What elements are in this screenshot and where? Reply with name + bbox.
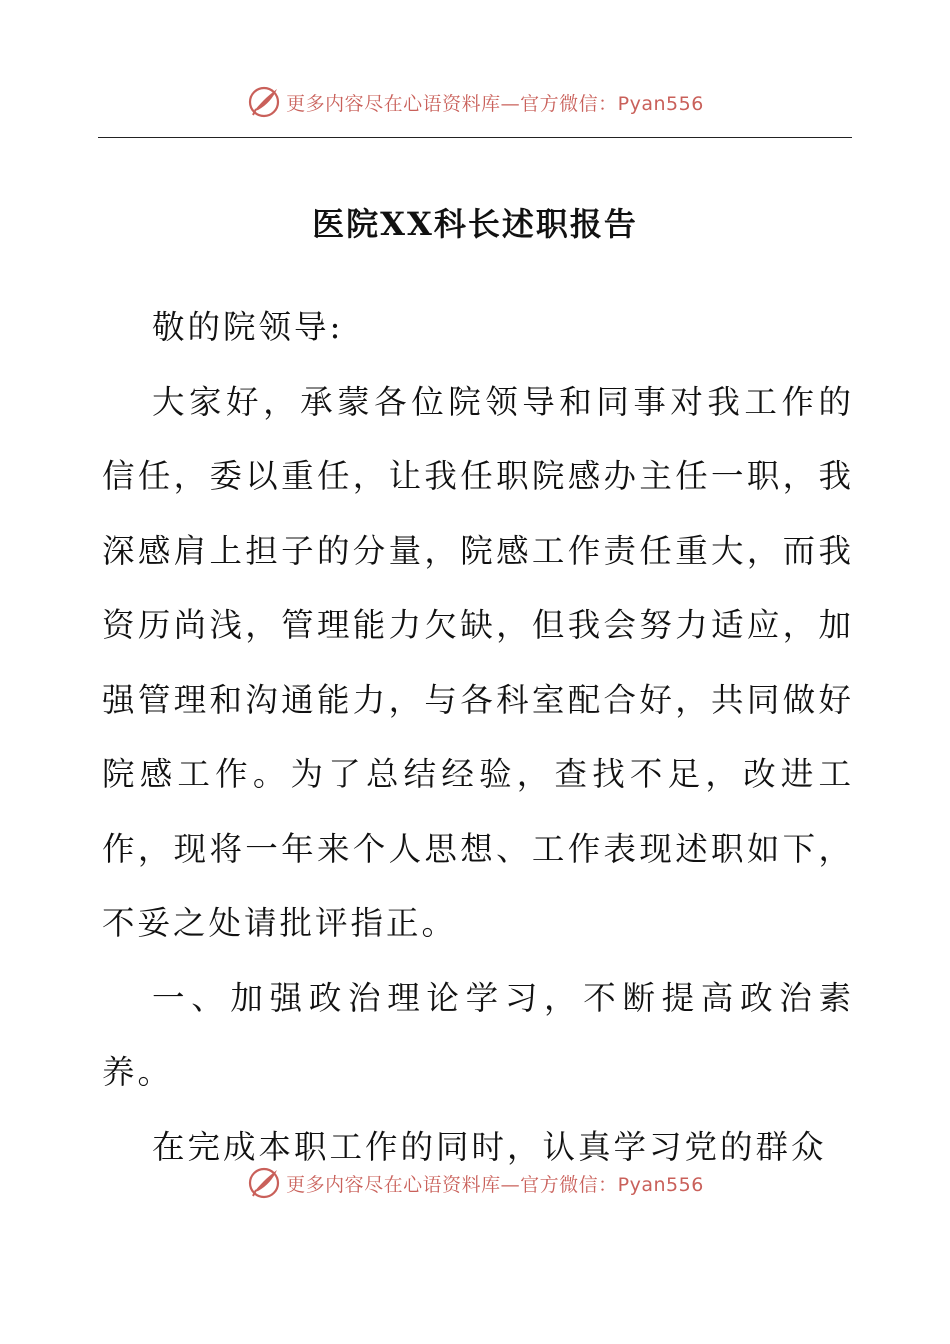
header-divider bbox=[98, 137, 852, 138]
body-paragraph-1: 大家好，承蒙各位院领导和同事对我工作的信任，委以重任，让我任职院感办主任一职，我深感肩上担子的分量，院感工作责任重大，而我资历尚浅，管理能力欠缺，但我会努力适应，加强管理和沟通能力，与各科室配合好，共同做好院感工作。为了总结经验，查找不足，改进工作，现将一年来个人思想、工作表现述职如下，不妥之处请批评指正。 bbox=[102, 382, 854, 942]
section-heading-1: 一、加强政治理论学习，不断提高政治素养。 bbox=[102, 978, 854, 1091]
footer-banner bbox=[0, 1161, 950, 1205]
document-body bbox=[102, 290, 854, 1184]
salutation: 敬的院领导: bbox=[152, 308, 344, 346]
body-paragraph-2: 在完成本职工作的同时，认真学习党的群众 bbox=[152, 1127, 827, 1166]
quill-logo-icon bbox=[246, 1165, 282, 1201]
quill-logo-icon bbox=[246, 84, 282, 120]
document-title: 医院XX科长述职报告 bbox=[312, 205, 638, 243]
footer-wechat-id: Pyan556 bbox=[617, 1173, 704, 1196]
header-banner bbox=[0, 80, 950, 124]
header-wechat-id: Pyan556 bbox=[617, 92, 704, 115]
header-banner-text: 更多内容尽在心语资料库—官方微信：Pyan556 bbox=[286, 92, 704, 115]
footer-banner-text: 更多内容尽在心语资料库—官方微信：Pyan556 bbox=[286, 1173, 704, 1196]
